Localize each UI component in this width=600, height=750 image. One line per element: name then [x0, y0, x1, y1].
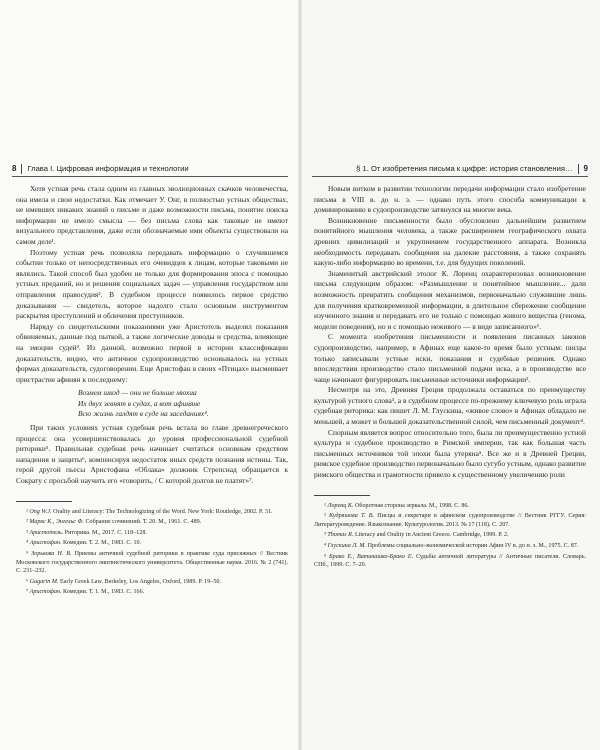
section-title: § 1. От изобретения письма к цифре: история становления… [356, 164, 573, 173]
paragraph: Новым витком в развитии технологии передачи информации стало изобретение письма в VIII в. до н. э. — однако путь этого способа коммуникации к доминированию в судопроизводстве затянулся на многие века. [314, 184, 586, 215]
left-body-text [16, 184, 288, 599]
verse-quote [78, 388, 288, 420]
footnote: ² Маркс К., Энгельс Ф. Собрание сочинений. Т. 20. М., 1961. С. 489. [26, 519, 202, 526]
footnote: ¹ Лоренц К. Оборотная сторона зеркала. М., 1998. С. 86. [324, 502, 469, 509]
footnote: ¹ Ong W.J. Orality and Literacy: The Technologizing of the Word. New York: Routledge, 2002. P. 31. [26, 508, 273, 515]
chapter-title: Глава I. Цифровая информация и технологии [27, 164, 189, 173]
paragraph: При таких условиях устная судебная речь встала во главе древнегреческого процесса: она усовершенствовалась до уровня профессиональной судебной риторики⁵. Правильная судебная речь начинает считаться основным средством нападения и защиты⁶, компенсируя недостаток иных средств познания истины. Так, герой другой пьесы Аристофана «Облака» должник Стрепсиад обращается к Сократу с просьбой научить его «говорить, / С которой долгов не платят»⁷. [16, 423, 288, 486]
footnote: ³ Thomas R. Literacy and Orality in Ancient Greece. Cambridge, 1999. P. 2. [324, 532, 509, 539]
paragraph: С момента изобретения письменности и появления писанных законов судопроизводство, например, в Афинах еще какое-то время было устным: писцы только записывали устные иски, показания и судебные решения. Однако впоследствии производство стало письменной подачи иска, а в производстве все чаще начинают фигурировать письменные источники информации². [314, 332, 586, 384]
footnote: ⁷ Аристофан. Комедии. Т. 1. М., 1983. С. 166. [26, 589, 145, 596]
footnote: ⁴ Глускина Л. М. Проблемы социально-экономической истории Афин IV в. до н. э. М., 1975. С. 87. [324, 543, 579, 549]
verse-line: Всю жизнь галдят в суде на заседаниях⁴. [78, 409, 209, 419]
footnote: ⁵ Зорькова Н. В. Приемы античной судебной риторики в практике суда присяжных // Вестник Московского государственного лингвистического университета. Общественные науки. 2016. № 2 (741). С. 231–232. [16, 551, 288, 575]
book-gutter [298, 0, 302, 750]
footnote: ⁶ Gagarin M. Early Greek Law. Berkeley, Los Angeles, Oxford, 1989. P. 19–50. [26, 578, 221, 585]
footnote-divider [314, 495, 370, 496]
paragraph: Наряду со свидетельскими показаниями уже Аристотель выделял показания обвиняемых, данные под пыткой, а также логические доводы и средства, влияющие на эмоции судей³. Из данной, возможно первой в истории классификации доказательств, видно, что античное судопроизводство основывалось на устных формах доказательств, судоговорении. Еще Аристофан в своих «Птицах» высмеивает пристрастие афинян к последнему: [16, 321, 288, 384]
right-body-text [314, 184, 586, 572]
paragraph: Возникновение письменности было обусловлено дальнейшим развитием понятийного мышления человека, а также расширением географического охвата древних цивилизаций и укрупнением государственного аппарата. Возникла необходимость передавать сообщения на далекие расстояния, а также сохранять какую-либо информацию во времени, т.е. для будущих поколений. [314, 215, 586, 268]
footnote: ² Кудряшова Т. В. Писцы и секретари в афинском судопроизводстве // Вестник РГГУ. Серия: Литературоведение. Языкознание. Культурология. 2013. № 17 (118). С. 207. [314, 513, 586, 528]
right-running-header [312, 162, 588, 177]
verse-line: Возмем шкод — они не больше мюхиа [78, 388, 197, 398]
left-page-number: 8 [12, 164, 17, 173]
paragraph: Хотя устная речь стала одним из главных эволюционных скачков человечества, она имела и свои недостатки. Как отмечает У. Онг, в полностью устных обществах, не имевших никаких знаний о письме и даже возможности письма, понятие поиска информации не имело смысла — без письма слова как таковые не имеют визуального представления, даже если обозначаемые ими объекты существовали на самом деле¹. [16, 184, 288, 246]
paragraph: Поэтому устная речь позволяла передавать информацию о случившемся событии только от непосредственных его очевидцев к лицам, которые таковыми не являлись. Такой способ был удобен не только для формирования эпоса с помощью устных преданий, но и решения социальных задач — управления государством или отправления правосудия². В судебном процессе появилось первое средство доказывания — свидетель, которое надолго стало основным инструментом раскрытия преступлений и обличения преступников. [16, 247, 288, 321]
paragraph: Спорным является вопрос относительно того, была ли преимущественно устной культура и судебное производство в Римской империи, так как большая часть письменных источников той эпохи была утеряна⁵. Все же и в Древней Греции, римское судебное производство первоначально было сугубо устным, однако развитие римского общества и грамотности привело к существенному увеличению роли [314, 427, 586, 480]
footnote: ⁴ Аристофан. Комедии. Т. 2. М., 1983. С. 10. [26, 540, 142, 547]
footnote: ³ Аристотель. Риторика. М., 2017. С. 118–128. [26, 529, 147, 536]
verse-line: Их двух зевнят в судах, а вот афиняне [78, 398, 201, 408]
paragraph: Знаменитый австрийский этолог К. Лоренц охарактеризовал возникновение письма следующим образом: «Размышление и понятийное мышление... дали возможность превратить сообщения механизмов, первоначально служившие лишь для получения кратковременной информации, в длительное сбережение сообщение изученного знания и передавать его не только с помощью живого вещества (генома, модели поведения), но и с помощью неживого — в виде записанного»¹. [314, 268, 586, 331]
paragraph: Несмотря на это, Древняя Греция продолжала оставаться по преимуществу культурой устного слова³, а в судебном процессе по-прежнему ключевую роль играла судебная риторика: как пишет Л. М. Глускина, «живое слово» в Афинах обладало не меньшей, а может и большей доказательственной силой, чем письменный документ⁴. [314, 385, 586, 427]
footnote-divider [16, 501, 72, 502]
right-page-number: 9 [583, 164, 588, 173]
footnote: ⁵ Брако Е., Ватинашко-Брако Е. Судьбы античной литературы // Античные писатели. Словарь. СПб., 1999. С. 7–20. [314, 553, 586, 569]
left-running-header [12, 162, 288, 177]
